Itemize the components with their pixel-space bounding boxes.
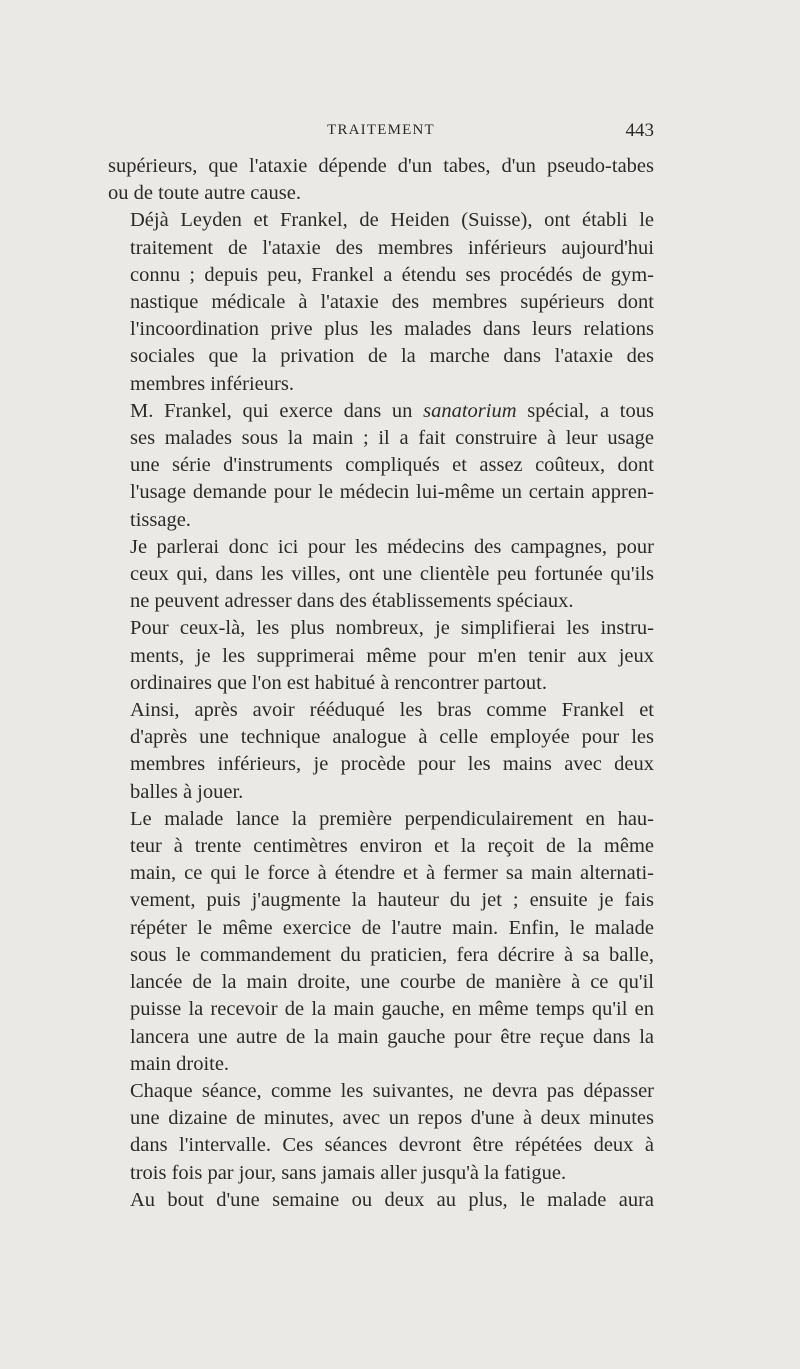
text-line: nastique médicale à l'ataxie des membres supérieurs dont [130,291,654,314]
text-line: Chaque séance, comme les suivantes, ne devra pas dépasser [130,1079,654,1102]
text-line: main droite. [130,1052,230,1075]
text-line: Pour ceux-là, les plus nombreux, je simplifierai les instru- [130,617,654,640]
text-line: ou de toute autre cause. [108,182,301,205]
text-line: sous le commandement du praticien, fera décrire à sa balle, [130,943,654,966]
text-line: trois fois par jour, sans jamais aller jusqu'à la fatigue. [130,1161,567,1184]
text-line: Au bout d'une semaine ou deux au plus, le malade aura [130,1188,654,1211]
body-text [108,153,654,1214]
paragraph [108,153,654,207]
text-line: connu ; depuis peu, Frankel a étendu ses procédés de gym- [130,263,654,286]
text-line: ordinaires que l'on est habitué à rencontrer partout. [130,671,547,694]
text-line: tissage. [130,508,191,531]
paragraph [108,1078,654,1187]
text-line: balles à jouer. [130,780,244,803]
paragraph [108,207,654,397]
text-line [108,398,654,425]
paragraph [108,398,654,534]
text-line: lancée de la main droite, une courbe de manière à ce qu'il [130,971,654,994]
text-segment: M. Frankel, qui exerce dans un [130,399,424,422]
text-line: Ainsi, après avoir rééduqué les bras comme Frankel et [130,699,654,722]
text-line: main, ce qui le force à étendre et à fermer sa main alternati- [130,862,654,885]
paragraph [108,615,654,697]
text-line: ne peuvent adresser dans des établissements spéciaux. [130,590,574,613]
text-line: supérieurs, que l'ataxie dépende d'un tabes, d'un pseudo-tabes [108,155,654,177]
text-line: puisse la recevoir de la main gauche, en même temps qu'il en [130,998,654,1021]
page-header [108,122,654,148]
text-line: ceux qui, dans les villes, ont une clientèle peu fortunée qu'ils [130,563,654,586]
text-line: membres inférieurs. [130,372,294,395]
text-line: d'après une technique analogue à celle employée pour les [130,726,654,749]
text-line: l'incoordination prive plus les malades dans leurs relations [130,318,654,341]
italic-term: sanatorium [423,399,517,422]
text-segment: spécial, a tous [516,399,654,422]
text-line: Déjà Leyden et Frankel, de Heiden (Suisse), ont établi le [130,209,654,232]
paragraph [108,806,654,1078]
page-number: 443 [625,120,654,141]
paragraph [108,534,654,616]
text-line: membres inférieurs, je procède pour les mains avec deux [130,753,654,776]
text-line: dans l'intervalle. Ces séances devront être répétées deux à [130,1134,654,1157]
text-line: Le malade lance la première perpendiculairement en hau- [130,807,654,830]
text-line: ments, je les supprimerai même pour m'en tenir aux jeux [130,644,654,667]
text-line: une série d'instruments compliqués et assez coûteux, dont [130,454,654,477]
text-line: lancera une autre de la main gauche pour être reçue dans la [130,1025,654,1048]
text-line: une dizaine de minutes, avec un repos d'une à deux minutes [130,1107,654,1130]
text-line: Je parlerai donc ici pour les médecins des campagnes, pour [130,535,654,558]
text-line: teur à trente centimètres environ et la reçoit de la même [130,835,654,858]
text-line: répéter le même exercice de l'autre main. Enfin, le malade [130,916,654,939]
text-line: vement, puis j'augmente la hauteur du jet ; ensuite je fais [130,889,654,912]
text-line: sociales que la privation de la marche dans l'ataxie des [130,345,654,368]
running-head: TRAITEMENT [327,122,435,138]
text-line: l'usage demande pour le médecin lui-même un certain appren- [130,481,654,504]
paragraph [108,697,654,806]
paragraph [108,1187,654,1214]
text-line: ses malades sous la main ; il a fait construire à leur usage [130,427,654,450]
text-line: traitement de l'ataxie des membres inférieurs aujourd'hui [130,236,654,259]
